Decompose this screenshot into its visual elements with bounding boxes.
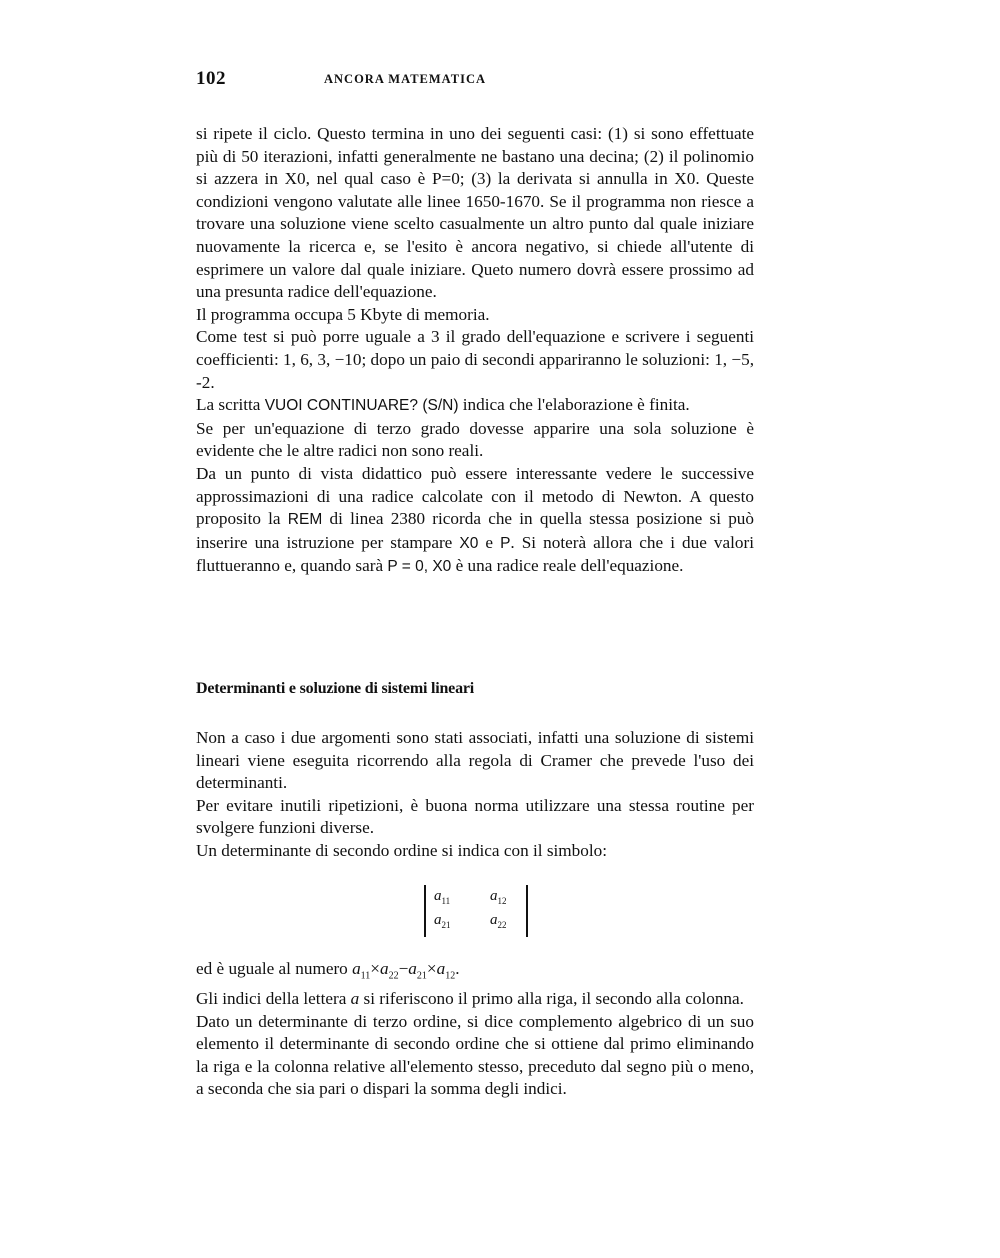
paragraph-iteration-cycle: si ripete il ciclo. Questo termina in uno dei seguenti casi: (1) si sono effettuate più di 50 iterazioni, infatti generalmente ne bastano una decina; (2) il polinomio si azzera in X0, nel qual caso è P=0; (3) la derivata si annulla in X0. Queste condizioni vengono valutate alle linee 1650-1670. Se il programma non riesce a trovare una soluzione viene scelto casualmente un altro punto dal quale iniziare nuovamente la ricerca e, se l'esito è ancora negativo, si chiede all'utente di esprimere un valore dal quale iniziare. Queto numero dovrà essere prossimo ad una presunta radice dell'equazione. [196,124,754,302]
code-p: P [500,534,511,552]
page-header [196,68,756,92]
paragraph-memory: Il programma occupa 5 Kbyte di memoria. [196,304,490,324]
det-entry-a11: $a_{11}$ [434,888,451,906]
paragraph-second-order: Un determinante di secondo ordine si indica con il simbolo: [196,840,607,860]
code-p-zero: P = 0, X0 [387,558,452,576]
det-entry-a21: $a_{21}$ [434,912,451,930]
page-number: 102 [196,68,226,89]
body-text-bottom [196,958,754,1101]
code-prompt: VUOI CONTINUARE? (S/N) [264,397,459,415]
formula-determinant: $a_{11}\times a_{22}-a_{21}\times a_{12}$ [352,959,456,982]
code-rem: REM [287,511,323,529]
paragraph-routine: Per evitare inutili ripetizioni, è buona norma utilizzare una stessa routine per svolgere funzioni diverse. [196,795,754,838]
section-title: Determinanti e soluzione di sistemi lineari [196,680,475,697]
paragraph-newton: Da un punto di vista didattico può essere interessante vedere le successive approssimazioni di una radice calcolate con il metodo di Newton. A questo proposito la REM di linea 2380 ricorda che in quella stessa posizione si può inserire una istruzione per stampare X0 e P. Si noterà allora che i due valori fluttueranno e, quando sarà P = 0, X0 è una radice reale dell'equazione. [196,463,754,576]
paragraph-continue-prompt: La scritta VUOI CONTINUARE? (S/N) indica che l'elaborazione è finita. [196,395,690,415]
paragraph-cofactor: Dato un determinante di terzo ordine, si dice complemento algebrico di un suo elemento il determinante di secondo ordine che si ottiene dal primo eliminando la riga e la colonna relative all'elemento stesso, preceduto dal segno più o meno, a seconda che sia pari o dispari la somma degli indici. [196,1011,754,1099]
det-entry-a12: $a_{12}$ [490,888,507,906]
paragraph-test: Come test si può porre uguale a 3 il grado dell'equazione e scrivere i seguenti coefficienti: 1, 6, 3, −10; dopo un paio di secondi appariranno le soluzioni: 1, −5, -2. [196,327,754,392]
determinant-matrix [424,885,528,937]
det-entry-a22: $a_{22}$ [490,912,507,930]
body-text-top [196,123,754,579]
paragraph-indices: Gli indici della lettera a si riferiscono il primo alla riga, il secondo alla colonna. [196,989,744,1009]
running-head: ANCORA MATEMATICA [324,72,487,86]
paragraph-determinant-value: ed è uguale al numero $a_{11}\times a_{22}-a_{21}\times a_{12}$. [196,959,460,982]
paragraph-single-solution: Se per un'equazione di terzo grado dovesse apparire una sola soluzione è evidente che le altre radici non sono reali. [196,418,754,461]
paragraph-cramer: Non a caso i due argomenti sono stati associati, infatti una soluzione di sistemi lineari viene eseguita ricorrendo alla regola di Cramer che prevede l'uso dei determinanti. [196,728,754,793]
code-x0: X0 [459,534,479,552]
body-text-mid [196,727,754,863]
